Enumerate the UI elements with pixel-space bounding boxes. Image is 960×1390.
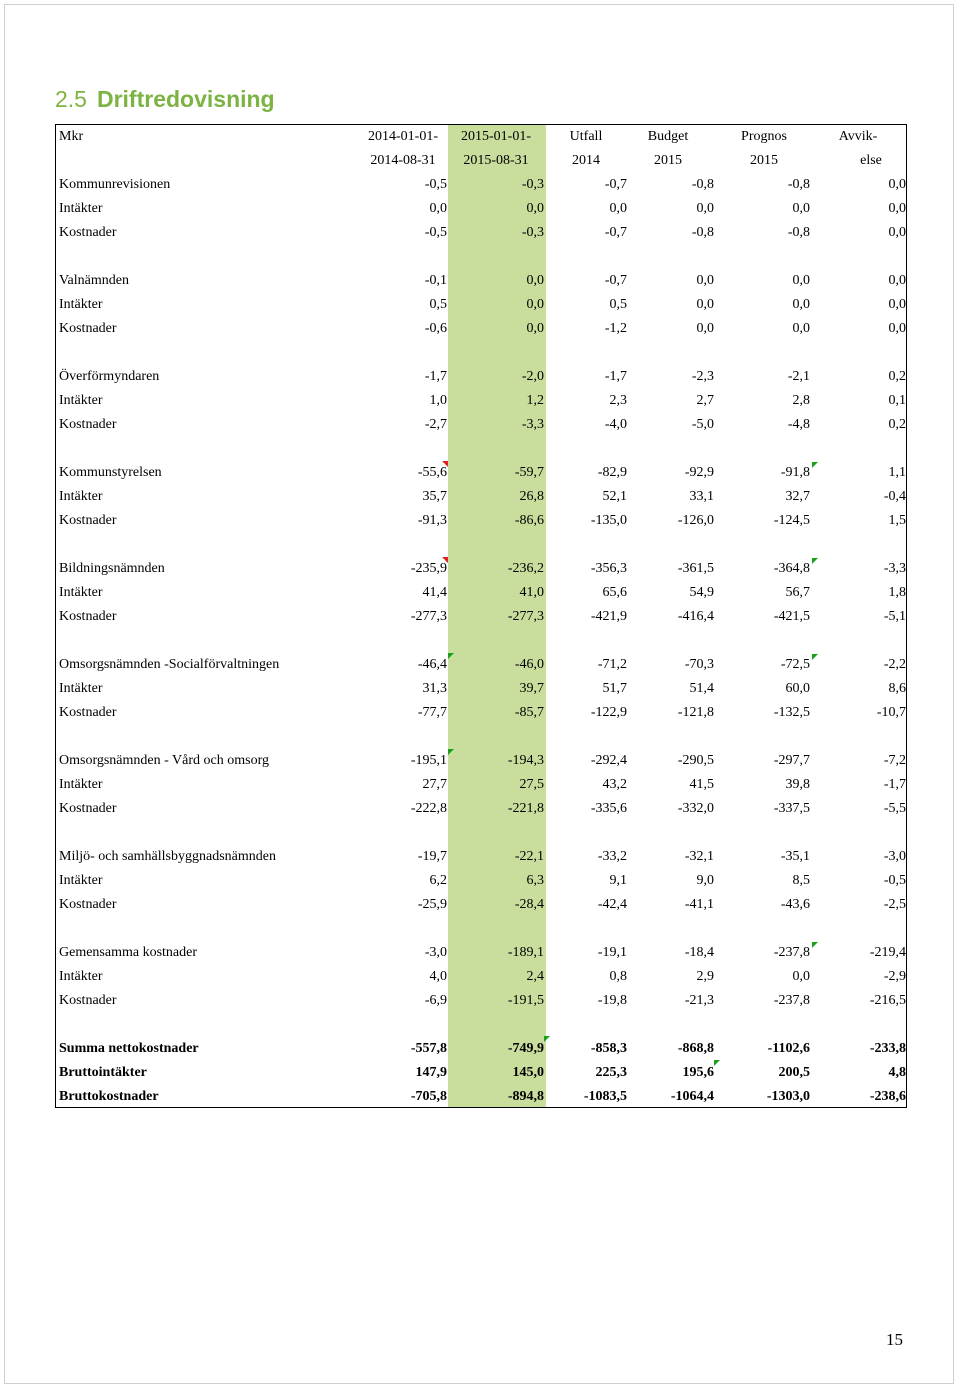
summary-label: Bruttointäkter <box>59 1065 147 1080</box>
value-cell: 52,1 <box>602 489 627 504</box>
value-cell: 0,0 <box>526 201 544 216</box>
value-cell: -364,8 <box>773 561 810 576</box>
green-comment-marker-icon <box>448 749 454 755</box>
value-cell: -59,7 <box>514 465 544 480</box>
value-cell: -41,1 <box>684 897 714 912</box>
value-cell: -194,3 <box>507 753 544 768</box>
value-cell: 8,5 <box>792 873 810 888</box>
value-cell: -19,8 <box>597 993 627 1008</box>
value-cell: 8,6 <box>888 681 906 696</box>
summary-value-cell: -1102,6 <box>767 1041 810 1056</box>
value-cell: -55,6 <box>417 465 447 480</box>
row-label: Kommunrevisionen <box>59 177 171 192</box>
value-cell: 2,3 <box>609 393 627 408</box>
value-cell: 0,8 <box>609 969 627 984</box>
value-cell: 0,0 <box>792 969 810 984</box>
value-cell: -3,3 <box>883 561 906 576</box>
value-cell: -72,5 <box>780 657 810 672</box>
row-label: Intäkter <box>59 681 103 696</box>
value-cell: -21,3 <box>684 993 714 1008</box>
summary-value-cell: -894,8 <box>507 1089 544 1104</box>
value-cell: -191,5 <box>507 993 544 1008</box>
value-cell: 27,7 <box>422 777 447 792</box>
value-cell: -2,7 <box>424 417 447 432</box>
row-label: Intäkter <box>59 969 103 984</box>
value-cell: -361,5 <box>677 561 714 576</box>
value-cell: -19,7 <box>417 849 447 864</box>
summary-value-cell: 147,9 <box>415 1065 447 1080</box>
value-cell: 2,4 <box>526 969 544 984</box>
value-cell: -32,1 <box>684 849 714 864</box>
value-cell: -1,7 <box>424 369 447 384</box>
value-cell: 0,1 <box>888 393 906 408</box>
header-cell: else <box>860 153 882 168</box>
value-cell: 1,2 <box>526 393 544 408</box>
table-row <box>56 701 906 725</box>
row-label: Kommunstyrelsen <box>59 465 162 480</box>
value-cell: -121,8 <box>677 705 714 720</box>
value-cell: -2,0 <box>521 369 544 384</box>
value-cell: 0,0 <box>792 297 810 312</box>
table-row <box>56 653 906 677</box>
summary-value-cell: -1064,4 <box>670 1089 714 1104</box>
row-label: Kostnader <box>59 993 117 1008</box>
summary-value-cell: 195,6 <box>682 1065 714 1080</box>
value-cell: -46,4 <box>417 657 447 672</box>
table-row <box>56 173 906 197</box>
value-cell: -0,8 <box>787 177 810 192</box>
value-cell: -219,4 <box>869 945 906 960</box>
value-cell: 41,4 <box>422 585 447 600</box>
row-label: Kostnader <box>59 897 117 912</box>
value-cell: -7,2 <box>883 753 906 768</box>
value-cell: 0,0 <box>888 273 906 288</box>
value-cell: -91,8 <box>780 465 810 480</box>
value-cell: 0,2 <box>888 369 906 384</box>
summary-value-cell: -1083,5 <box>583 1089 627 1104</box>
value-cell: -0,8 <box>787 225 810 240</box>
summary-label: Bruttokostnader <box>59 1089 159 1104</box>
red-comment-marker-icon <box>442 557 448 563</box>
value-cell: 6,2 <box>429 873 447 888</box>
value-cell: -91,3 <box>417 513 447 528</box>
value-cell: 6,3 <box>526 873 544 888</box>
value-cell: 0,0 <box>888 297 906 312</box>
table-row <box>56 773 906 797</box>
value-cell: -1,2 <box>604 321 627 336</box>
value-cell: -0,5 <box>424 225 447 240</box>
value-cell: -216,5 <box>869 993 906 1008</box>
value-cell: -3,0 <box>424 945 447 960</box>
value-cell: -3,0 <box>883 849 906 864</box>
value-cell: 0,5 <box>429 297 447 312</box>
summary-value-cell: -858,3 <box>590 1041 627 1056</box>
row-label: Kostnader <box>59 801 117 816</box>
summary-value-cell: -233,8 <box>869 1041 906 1056</box>
value-cell: 39,7 <box>519 681 544 696</box>
table-row <box>56 677 906 701</box>
value-cell: -122,9 <box>590 705 627 720</box>
value-cell: 0,0 <box>792 201 810 216</box>
value-cell: 0,0 <box>696 201 714 216</box>
header-cell: 2014 <box>572 153 600 168</box>
value-cell: 41,0 <box>519 585 544 600</box>
value-cell: -292,4 <box>590 753 627 768</box>
value-cell: -335,6 <box>590 801 627 816</box>
value-cell: -135,0 <box>590 513 627 528</box>
value-cell: -0,3 <box>521 177 544 192</box>
table-row <box>56 317 906 341</box>
row-label: Intäkter <box>59 873 103 888</box>
value-cell: -1,7 <box>604 369 627 384</box>
value-cell: -337,5 <box>773 801 810 816</box>
value-cell: -85,7 <box>514 705 544 720</box>
value-cell: 2,8 <box>792 393 810 408</box>
table-row <box>56 869 906 893</box>
value-cell: -77,7 <box>417 705 447 720</box>
value-cell: -35,1 <box>780 849 810 864</box>
header-cell: 2014-01-01- <box>368 129 438 144</box>
row-label: Bildningsnämnden <box>59 561 165 576</box>
value-cell: 1,5 <box>888 513 906 528</box>
value-cell: 2,7 <box>696 393 714 408</box>
header-cell: 2014-08-31 <box>370 153 436 168</box>
value-cell: 9,0 <box>696 873 714 888</box>
page-number: 15 <box>886 1330 903 1349</box>
row-label: Intäkter <box>59 489 103 504</box>
value-cell: 0,0 <box>429 201 447 216</box>
table-row <box>56 365 906 389</box>
value-cell: -25,9 <box>417 897 447 912</box>
table-row <box>56 893 906 917</box>
summary-value-cell: 200,5 <box>778 1065 810 1080</box>
value-cell: -2,9 <box>883 969 906 984</box>
value-cell: 26,8 <box>519 489 544 504</box>
value-cell: 1,0 <box>429 393 447 408</box>
value-cell: 0,0 <box>526 273 544 288</box>
table-row <box>56 557 906 581</box>
row-label: Omsorgsnämnden - Vård och omsorg <box>59 753 269 768</box>
table-row <box>56 461 906 485</box>
table-row <box>56 221 906 245</box>
value-cell: -235,9 <box>410 561 447 576</box>
value-cell: -236,2 <box>507 561 544 576</box>
value-cell: -222,8 <box>410 801 447 816</box>
summary-value-cell: -868,8 <box>677 1041 714 1056</box>
green-comment-marker-icon <box>812 558 818 564</box>
value-cell: 9,1 <box>609 873 627 888</box>
green-comment-marker-icon <box>812 654 818 660</box>
value-cell: 1,8 <box>888 585 906 600</box>
red-comment-marker-icon <box>442 461 448 467</box>
row-label: Valnämnden <box>59 273 129 288</box>
table-row <box>56 485 906 509</box>
value-cell: 27,5 <box>519 777 544 792</box>
row-label: Intäkter <box>59 393 103 408</box>
row-label: Kostnader <box>59 609 117 624</box>
value-cell: -356,3 <box>590 561 627 576</box>
section-heading <box>55 86 275 113</box>
value-cell: 0,0 <box>609 201 627 216</box>
table-row <box>56 845 906 869</box>
value-cell: 1,1 <box>888 465 906 480</box>
value-cell: 0,0 <box>696 297 714 312</box>
value-cell: -18,4 <box>684 945 714 960</box>
table-row <box>56 509 906 533</box>
value-cell: -46,0 <box>514 657 544 672</box>
value-cell: -82,9 <box>597 465 627 480</box>
value-cell: 0,0 <box>696 321 714 336</box>
header-cell: 2015 <box>750 153 778 168</box>
value-cell: -19,1 <box>597 945 627 960</box>
summary-value-cell: 4,8 <box>888 1065 906 1080</box>
value-cell: 0,0 <box>792 321 810 336</box>
value-cell: -42,4 <box>597 897 627 912</box>
value-cell: 0,0 <box>526 297 544 312</box>
header-row <box>56 125 906 149</box>
value-cell: 0,0 <box>888 225 906 240</box>
value-cell: -421,9 <box>590 609 627 624</box>
summary-value-cell: -557,8 <box>410 1041 447 1056</box>
value-cell: 43,2 <box>602 777 627 792</box>
value-cell: -2,1 <box>787 369 810 384</box>
value-cell: -2,5 <box>883 897 906 912</box>
table-row <box>56 413 906 437</box>
green-comment-marker-icon <box>812 942 818 948</box>
section-title: Driftredovisning <box>96 86 275 112</box>
summary-row <box>56 1037 906 1061</box>
value-cell: 35,7 <box>422 489 447 504</box>
value-cell: -0,7 <box>604 273 627 288</box>
table-row <box>56 989 906 1013</box>
table-row <box>56 389 906 413</box>
green-comment-marker-icon <box>812 462 818 468</box>
header-cell: 2015 <box>654 153 682 168</box>
row-label: Omsorgsnämnden -Socialförvaltningen <box>59 657 280 672</box>
value-cell: -297,7 <box>773 753 810 768</box>
value-cell: -22,1 <box>514 849 544 864</box>
value-cell: 0,0 <box>888 321 906 336</box>
value-cell: -332,0 <box>677 801 714 816</box>
section-number: 2.5 <box>55 86 87 112</box>
value-cell: -5,5 <box>883 801 906 816</box>
green-comment-marker-icon <box>714 1060 720 1066</box>
value-cell: 0,0 <box>792 273 810 288</box>
header-row <box>56 149 906 173</box>
value-cell: -1,7 <box>883 777 906 792</box>
summary-label: Summa nettokostnader <box>59 1041 199 1056</box>
value-cell: 54,9 <box>689 585 714 600</box>
value-cell: -71,2 <box>597 657 627 672</box>
header-cell: 2015-01-01- <box>461 129 531 144</box>
table-row <box>56 941 906 965</box>
summary-row <box>56 1085 906 1109</box>
table-row <box>56 197 906 221</box>
table-row <box>56 581 906 605</box>
summary-value-cell: -749,9 <box>507 1041 544 1056</box>
value-cell: 39,8 <box>785 777 810 792</box>
value-cell: -86,6 <box>514 513 544 528</box>
value-cell: -6,9 <box>424 993 447 1008</box>
value-cell: -10,7 <box>876 705 906 720</box>
header-cell: Prognos <box>741 129 787 144</box>
summary-value-cell: -1303,0 <box>766 1089 810 1104</box>
value-cell: -0,5 <box>424 177 447 192</box>
value-cell: -2,3 <box>691 369 714 384</box>
header-cell: 2015-08-31 <box>463 153 529 168</box>
row-label: Kostnader <box>59 225 117 240</box>
row-label: Intäkter <box>59 777 103 792</box>
value-cell: -189,1 <box>507 945 544 960</box>
summary-row <box>56 1061 906 1085</box>
value-cell: -277,3 <box>410 609 447 624</box>
row-label: Kostnader <box>59 417 117 432</box>
table-row <box>56 749 906 773</box>
value-cell: -0,8 <box>691 225 714 240</box>
summary-value-cell: 225,3 <box>595 1065 627 1080</box>
value-cell: -237,8 <box>773 993 810 1008</box>
value-cell: -237,8 <box>773 945 810 960</box>
table-row <box>56 965 906 989</box>
value-cell: -132,5 <box>773 705 810 720</box>
value-cell: -70,3 <box>684 657 714 672</box>
drift-table <box>55 124 907 1108</box>
value-cell: -0,7 <box>604 177 627 192</box>
row-label: Intäkter <box>59 585 103 600</box>
summary-value-cell: 145,0 <box>512 1065 544 1080</box>
value-cell: -0,3 <box>521 225 544 240</box>
row-label: Överförmyndaren <box>59 369 160 384</box>
value-cell: 0,0 <box>526 321 544 336</box>
value-cell: -195,1 <box>410 753 447 768</box>
header-cell: Utfall <box>569 129 603 144</box>
table-row <box>56 269 906 293</box>
value-cell: -92,9 <box>684 465 714 480</box>
value-cell: -0,5 <box>883 873 906 888</box>
value-cell: 0,2 <box>888 417 906 432</box>
value-cell: -43,6 <box>780 897 810 912</box>
value-cell: -0,7 <box>604 225 627 240</box>
value-cell: 0,5 <box>609 297 627 312</box>
value-cell: 0,0 <box>888 201 906 216</box>
header-cell: Avvik- <box>838 129 878 144</box>
header-label: Mkr <box>59 129 84 144</box>
row-label: Kostnader <box>59 705 117 720</box>
value-cell: 65,6 <box>602 585 627 600</box>
value-cell: 56,7 <box>785 585 810 600</box>
value-cell: -0,6 <box>424 321 447 336</box>
row-label: Intäkter <box>59 201 103 216</box>
value-cell: -0,1 <box>424 273 447 288</box>
value-cell: -2,2 <box>883 657 906 672</box>
value-cell: -221,8 <box>507 801 544 816</box>
value-cell: -5,0 <box>691 417 714 432</box>
value-cell: -290,5 <box>677 753 714 768</box>
value-cell: -33,2 <box>597 849 627 864</box>
header-cell: Budget <box>647 129 689 144</box>
value-cell: -421,5 <box>773 609 810 624</box>
value-cell: 2,9 <box>696 969 714 984</box>
green-comment-marker-icon <box>448 653 454 659</box>
value-cell: -28,4 <box>514 897 544 912</box>
value-cell: -3,3 <box>521 417 544 432</box>
value-cell: 0,0 <box>888 177 906 192</box>
row-label: Kostnader <box>59 321 117 336</box>
value-cell: 32,7 <box>785 489 810 504</box>
summary-value-cell: -238,6 <box>869 1089 906 1104</box>
table-row <box>56 293 906 317</box>
value-cell: -4,8 <box>787 417 810 432</box>
table-row <box>56 605 906 629</box>
value-cell: 41,5 <box>689 777 714 792</box>
value-cell: -277,3 <box>507 609 544 624</box>
value-cell: 51,4 <box>689 681 714 696</box>
summary-value-cell: -705,8 <box>410 1089 447 1104</box>
value-cell: 31,3 <box>422 681 447 696</box>
row-label: Kostnader <box>59 513 117 528</box>
value-cell: -124,5 <box>773 513 810 528</box>
value-cell: 60,0 <box>785 681 810 696</box>
value-cell: -0,8 <box>691 177 714 192</box>
value-cell: 0,0 <box>696 273 714 288</box>
row-label: Miljö- och samhällsbyggnadsnämnden <box>59 849 276 864</box>
value-cell: 33,1 <box>689 489 714 504</box>
value-cell: -126,0 <box>677 513 714 528</box>
value-cell: 51,7 <box>602 681 627 696</box>
row-label: Intäkter <box>59 297 103 312</box>
value-cell: -4,0 <box>604 417 627 432</box>
value-cell: -5,1 <box>883 609 906 624</box>
green-comment-marker-icon <box>544 1036 550 1042</box>
value-cell: 4,0 <box>429 969 447 984</box>
value-cell: -0,4 <box>883 489 906 504</box>
table-row <box>56 797 906 821</box>
row-label: Gemensamma kostnader <box>59 945 198 960</box>
value-cell: -416,4 <box>677 609 714 624</box>
